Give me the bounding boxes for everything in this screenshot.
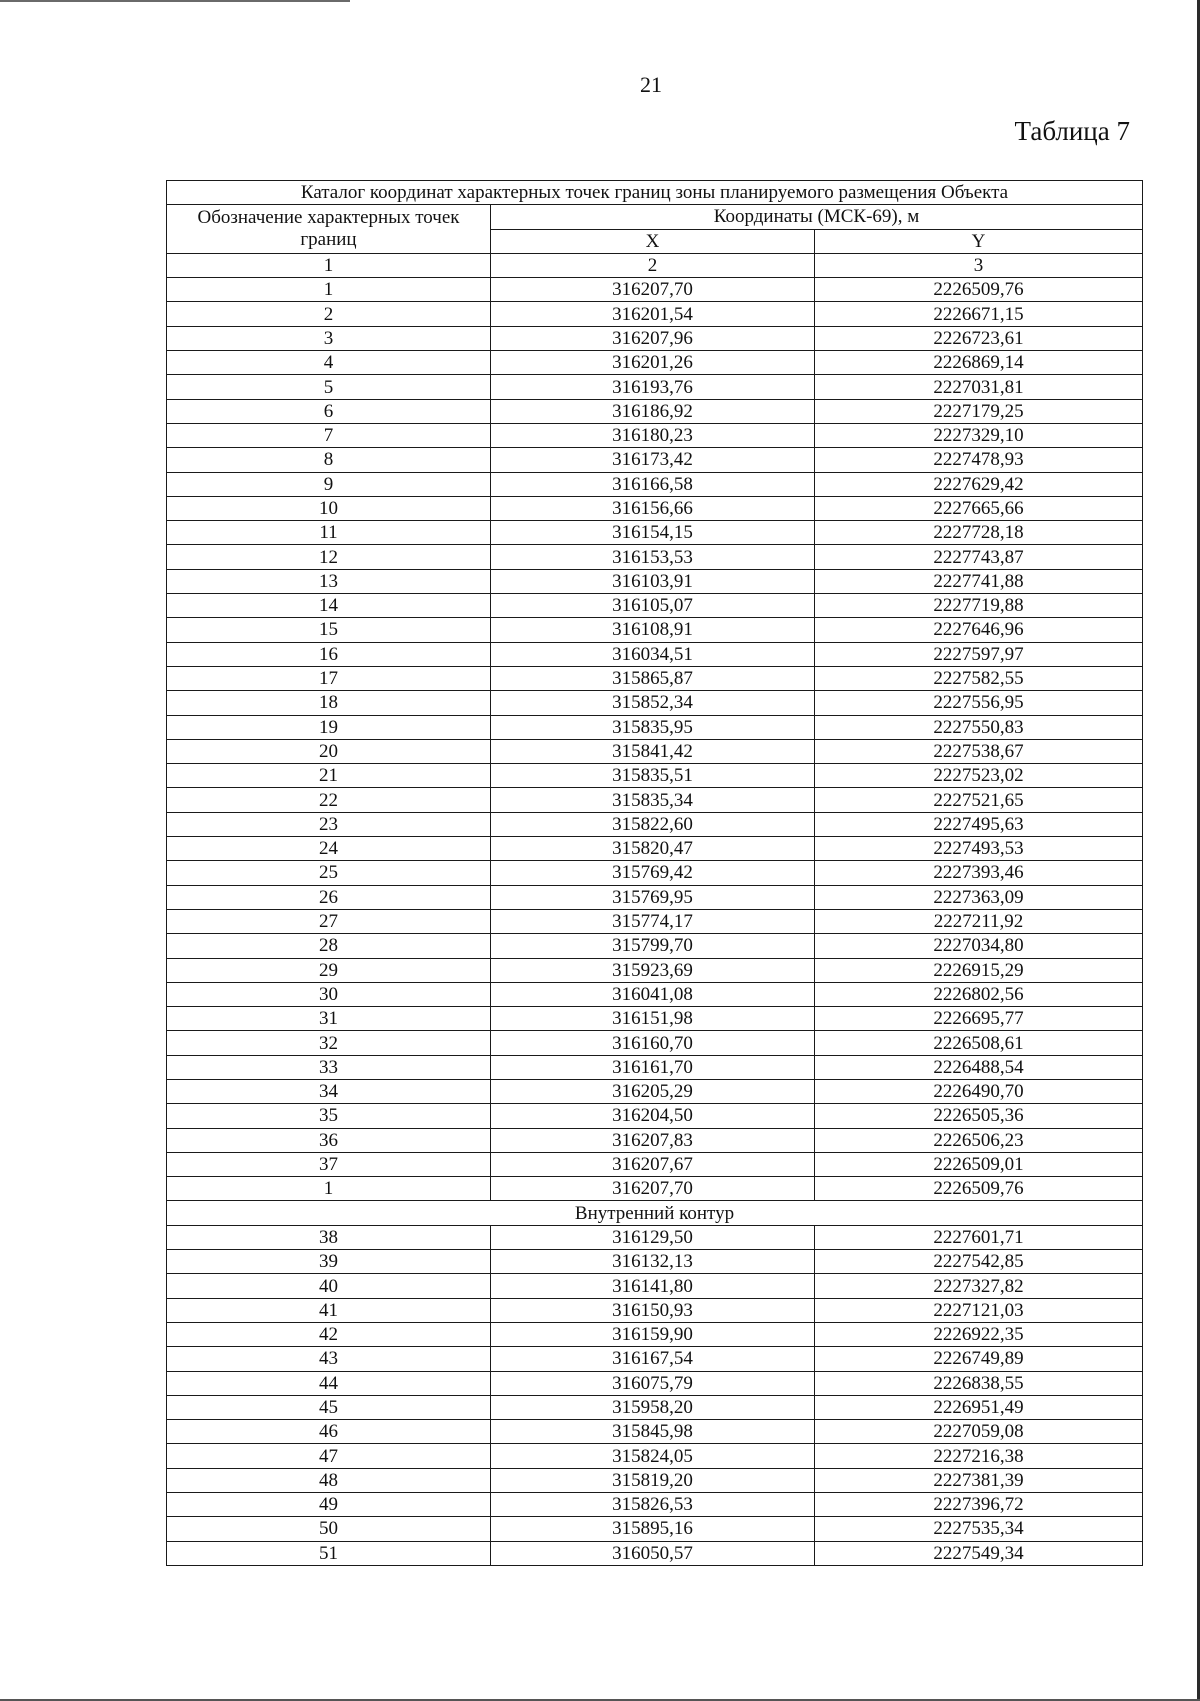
x-coordinate-cell: 315774,17 <box>491 909 815 933</box>
point-number-cell: 17 <box>167 666 491 690</box>
table-row <box>167 545 1143 569</box>
point-number-cell: 13 <box>167 569 491 593</box>
table-row <box>167 1493 1143 1517</box>
x-coordinate-cell: 316201,54 <box>491 302 815 326</box>
y-coordinate-cell: 2226802,56 <box>815 982 1143 1006</box>
x-coordinate-cell: 316141,80 <box>491 1274 815 1298</box>
y-coordinate-cell: 2226509,76 <box>815 1177 1143 1201</box>
point-number-cell: 43 <box>167 1347 491 1371</box>
x-coordinate-cell: 316205,29 <box>491 1079 815 1103</box>
x-coordinate-cell: 315820,47 <box>491 837 815 861</box>
table-row <box>167 1517 1143 1541</box>
y-header: Y <box>815 229 1143 253</box>
table-row <box>167 1031 1143 1055</box>
table-row <box>167 1541 1143 1565</box>
x-coordinate-cell: 316180,23 <box>491 423 815 447</box>
table-row <box>167 691 1143 715</box>
point-number-cell: 29 <box>167 958 491 982</box>
table-row <box>167 594 1143 618</box>
table-row <box>167 326 1143 350</box>
point-number-cell: 50 <box>167 1517 491 1541</box>
point-number-cell: 1 <box>167 278 491 302</box>
x-header: X <box>491 229 815 253</box>
y-coordinate-cell: 2226838,55 <box>815 1371 1143 1395</box>
table-row <box>167 302 1143 326</box>
table-row <box>167 1468 1143 1492</box>
table-row <box>167 885 1143 909</box>
table-row <box>167 618 1143 642</box>
point-number-cell: 45 <box>167 1395 491 1419</box>
x-coordinate-cell: 316156,66 <box>491 496 815 520</box>
point-number-cell: 22 <box>167 788 491 812</box>
x-coordinate-cell: 315835,34 <box>491 788 815 812</box>
table-row <box>167 1152 1143 1176</box>
table-row <box>167 496 1143 520</box>
x-coordinate-cell: 316161,70 <box>491 1055 815 1079</box>
x-coordinate-cell: 316075,79 <box>491 1371 815 1395</box>
table-row <box>167 472 1143 496</box>
point-number-cell: 34 <box>167 1079 491 1103</box>
x-coordinate-cell: 315824,05 <box>491 1444 815 1468</box>
y-coordinate-cell: 2227211,92 <box>815 909 1143 933</box>
y-coordinate-cell: 2227493,53 <box>815 837 1143 861</box>
y-coordinate-cell: 2227179,25 <box>815 399 1143 423</box>
x-coordinate-cell: 316150,93 <box>491 1298 815 1322</box>
x-coordinate-cell: 316153,53 <box>491 545 815 569</box>
x-coordinate-cell: 315852,34 <box>491 691 815 715</box>
point-number-cell: 33 <box>167 1055 491 1079</box>
y-coordinate-cell: 2226922,35 <box>815 1322 1143 1346</box>
x-coordinate-cell: 316207,70 <box>491 278 815 302</box>
table-row <box>167 666 1143 690</box>
table-row <box>167 1347 1143 1371</box>
table-row <box>167 909 1143 933</box>
y-coordinate-cell: 2227743,87 <box>815 545 1143 569</box>
x-coordinate-cell: 316207,70 <box>491 1177 815 1201</box>
point-number-cell: 23 <box>167 812 491 836</box>
table-row <box>167 399 1143 423</box>
y-coordinate-cell: 2226671,15 <box>815 302 1143 326</box>
y-coordinate-cell: 2226509,76 <box>815 278 1143 302</box>
table-row <box>167 642 1143 666</box>
table-row <box>167 861 1143 885</box>
y-coordinate-cell: 2226749,89 <box>815 1347 1143 1371</box>
y-coordinate-cell: 2227556,95 <box>815 691 1143 715</box>
y-coordinate-cell: 2227393,46 <box>815 861 1143 885</box>
point-number-cell: 40 <box>167 1274 491 1298</box>
x-coordinate-cell: 316159,90 <box>491 1322 815 1346</box>
y-coordinate-cell: 2227646,96 <box>815 618 1143 642</box>
point-number-cell: 30 <box>167 982 491 1006</box>
point-number-cell: 25 <box>167 861 491 885</box>
x-coordinate-cell: 316132,13 <box>491 1250 815 1274</box>
y-coordinate-cell: 2227601,71 <box>815 1225 1143 1249</box>
point-number-cell: 20 <box>167 739 491 763</box>
y-coordinate-cell: 2227495,63 <box>815 812 1143 836</box>
x-coordinate-cell: 316154,15 <box>491 521 815 545</box>
point-number-cell: 44 <box>167 1371 491 1395</box>
x-coordinate-cell: 315865,87 <box>491 666 815 690</box>
y-coordinate-cell: 2227034,80 <box>815 934 1143 958</box>
y-coordinate-cell: 2226915,29 <box>815 958 1143 982</box>
x-coordinate-cell: 315923,69 <box>491 958 815 982</box>
table-row <box>167 1444 1143 1468</box>
x-coordinate-cell: 315958,20 <box>491 1395 815 1419</box>
y-coordinate-cell: 2227629,42 <box>815 472 1143 496</box>
x-coordinate-cell: 316151,98 <box>491 1007 815 1031</box>
x-coordinate-cell: 316204,50 <box>491 1104 815 1128</box>
table-row <box>167 1079 1143 1103</box>
table-row <box>167 1274 1143 1298</box>
y-coordinate-cell: 2227728,18 <box>815 521 1143 545</box>
table-row <box>167 1395 1143 1419</box>
point-number-cell: 4 <box>167 351 491 375</box>
point-designation-header: Обозначение характерных точек границ <box>167 205 491 254</box>
table-caption: Таблица 7 <box>1014 116 1130 146</box>
point-number-cell: 28 <box>167 934 491 958</box>
x-coordinate-cell: 316034,51 <box>491 642 815 666</box>
point-number-cell: 42 <box>167 1322 491 1346</box>
coordinates-table <box>166 180 1143 1566</box>
point-number-cell: 35 <box>167 1104 491 1128</box>
table-row <box>167 375 1143 399</box>
x-coordinate-cell: 315841,42 <box>491 739 815 763</box>
y-coordinate-cell: 2227363,09 <box>815 885 1143 909</box>
point-number-cell: 18 <box>167 691 491 715</box>
table-row <box>167 1225 1143 1249</box>
y-coordinate-cell: 2226490,70 <box>815 1079 1143 1103</box>
y-coordinate-cell: 2226695,77 <box>815 1007 1143 1031</box>
table-row <box>167 739 1143 763</box>
point-number-cell: 46 <box>167 1420 491 1444</box>
y-coordinate-cell: 2227719,88 <box>815 594 1143 618</box>
x-coordinate-cell: 316129,50 <box>491 1225 815 1249</box>
table-row <box>167 1371 1143 1395</box>
table-row <box>167 1420 1143 1444</box>
point-number-cell: 8 <box>167 448 491 472</box>
x-coordinate-cell: 315819,20 <box>491 1468 815 1492</box>
y-coordinate-cell: 2226951,49 <box>815 1395 1143 1419</box>
x-coordinate-cell: 315835,95 <box>491 715 815 739</box>
x-coordinate-cell: 315895,16 <box>491 1517 815 1541</box>
y-coordinate-cell: 2227327,82 <box>815 1274 1143 1298</box>
y-coordinate-cell: 2227542,85 <box>815 1250 1143 1274</box>
page-number: 21 <box>640 72 662 97</box>
section-row <box>167 1201 1143 1225</box>
y-coordinate-cell: 2227741,88 <box>815 569 1143 593</box>
table-row <box>167 1104 1143 1128</box>
x-coordinate-cell: 315769,42 <box>491 861 815 885</box>
point-number-cell: 3 <box>167 326 491 350</box>
table-row <box>167 351 1143 375</box>
table-row <box>167 1007 1143 1031</box>
x-coordinate-cell: 316207,67 <box>491 1152 815 1176</box>
x-coordinate-cell: 315835,51 <box>491 764 815 788</box>
point-number-cell: 14 <box>167 594 491 618</box>
point-number-cell: 15 <box>167 618 491 642</box>
y-coordinate-cell: 2227582,55 <box>815 666 1143 690</box>
x-coordinate-cell: 316108,91 <box>491 618 815 642</box>
x-coordinate-cell: 316050,57 <box>491 1541 815 1565</box>
table-row <box>167 958 1143 982</box>
point-number-cell: 47 <box>167 1444 491 1468</box>
point-number-cell: 36 <box>167 1128 491 1152</box>
y-coordinate-cell: 2226869,14 <box>815 351 1143 375</box>
point-number-cell: 37 <box>167 1152 491 1176</box>
coordinates-table-body <box>167 181 1143 1566</box>
point-number-cell: 12 <box>167 545 491 569</box>
table-row <box>167 1055 1143 1079</box>
point-number-cell: 2 <box>167 302 491 326</box>
table-row <box>167 448 1143 472</box>
point-number-cell: 39 <box>167 1250 491 1274</box>
x-coordinate-cell: 315799,70 <box>491 934 815 958</box>
x-coordinate-cell: 315845,98 <box>491 1420 815 1444</box>
column-number: 3 <box>815 253 1143 277</box>
x-coordinate-cell: 316207,96 <box>491 326 815 350</box>
y-coordinate-cell: 2227059,08 <box>815 1420 1143 1444</box>
x-coordinate-cell: 316167,54 <box>491 1347 815 1371</box>
column-number: 2 <box>491 253 815 277</box>
x-coordinate-cell: 316160,70 <box>491 1031 815 1055</box>
table-row <box>167 788 1143 812</box>
y-coordinate-cell: 2226723,61 <box>815 326 1143 350</box>
point-number-cell: 6 <box>167 399 491 423</box>
table-row <box>167 982 1143 1006</box>
table-row <box>167 837 1143 861</box>
table-title-row <box>167 181 1143 205</box>
x-coordinate-cell: 316166,58 <box>491 472 815 496</box>
y-coordinate-cell: 2227523,02 <box>815 764 1143 788</box>
y-coordinate-cell: 2226508,61 <box>815 1031 1143 1055</box>
x-coordinate-cell: 316105,07 <box>491 594 815 618</box>
point-number-cell: 26 <box>167 885 491 909</box>
table-row <box>167 423 1143 447</box>
table-row <box>167 278 1143 302</box>
table-header-row <box>167 205 1143 229</box>
coordinates-header: Координаты (МСК-69), м <box>491 205 1143 229</box>
x-coordinate-cell: 316186,92 <box>491 399 815 423</box>
y-coordinate-cell: 2227121,03 <box>815 1298 1143 1322</box>
point-number-cell: 49 <box>167 1493 491 1517</box>
y-coordinate-cell: 2227396,72 <box>815 1493 1143 1517</box>
table-row <box>167 715 1143 739</box>
point-number-cell: 48 <box>167 1468 491 1492</box>
point-number-cell: 41 <box>167 1298 491 1322</box>
point-number-cell: 31 <box>167 1007 491 1031</box>
column-number: 1 <box>167 253 491 277</box>
y-coordinate-cell: 2227521,65 <box>815 788 1143 812</box>
y-coordinate-cell: 2227665,66 <box>815 496 1143 520</box>
x-coordinate-cell: 316041,08 <box>491 982 815 1006</box>
y-coordinate-cell: 2227329,10 <box>815 423 1143 447</box>
table-row <box>167 1250 1143 1274</box>
table-row <box>167 764 1143 788</box>
table-title: Каталог координат характерных точек границ зоны планируемого размещения Объекта <box>167 181 1143 205</box>
x-coordinate-cell: 316201,26 <box>491 351 815 375</box>
y-coordinate-cell: 2226488,54 <box>815 1055 1143 1079</box>
y-coordinate-cell: 2227597,97 <box>815 642 1143 666</box>
x-coordinate-cell: 315826,53 <box>491 1493 815 1517</box>
x-coordinate-cell: 316173,42 <box>491 448 815 472</box>
point-number-cell: 38 <box>167 1225 491 1249</box>
x-coordinate-cell: 316207,83 <box>491 1128 815 1152</box>
point-number-cell: 9 <box>167 472 491 496</box>
table-row <box>167 521 1143 545</box>
point-number-cell: 11 <box>167 521 491 545</box>
y-coordinate-cell: 2227381,39 <box>815 1468 1143 1492</box>
y-coordinate-cell: 2227549,34 <box>815 1541 1143 1565</box>
table-row <box>167 1298 1143 1322</box>
point-number-cell: 51 <box>167 1541 491 1565</box>
point-number-cell: 24 <box>167 837 491 861</box>
y-coordinate-cell: 2227216,38 <box>815 1444 1143 1468</box>
inner-contour-label: Внутренний контур <box>167 1201 1143 1225</box>
point-number-cell: 10 <box>167 496 491 520</box>
y-coordinate-cell: 2226505,36 <box>815 1104 1143 1128</box>
y-coordinate-cell: 2226509,01 <box>815 1152 1143 1176</box>
x-coordinate-cell: 316103,91 <box>491 569 815 593</box>
table-row <box>167 812 1143 836</box>
point-number-cell: 7 <box>167 423 491 447</box>
y-coordinate-cell: 2227031,81 <box>815 375 1143 399</box>
y-coordinate-cell: 2227550,83 <box>815 715 1143 739</box>
x-coordinate-cell: 315822,60 <box>491 812 815 836</box>
y-coordinate-cell: 2227478,93 <box>815 448 1143 472</box>
x-coordinate-cell: 315769,95 <box>491 885 815 909</box>
table-row <box>167 1177 1143 1201</box>
table-row <box>167 934 1143 958</box>
scan-edge-top <box>0 0 350 2</box>
column-number-row <box>167 253 1143 277</box>
point-number-cell: 21 <box>167 764 491 788</box>
table-row <box>167 1322 1143 1346</box>
y-coordinate-cell: 2227538,67 <box>815 739 1143 763</box>
point-number-cell: 19 <box>167 715 491 739</box>
point-number-cell: 5 <box>167 375 491 399</box>
table-row <box>167 1128 1143 1152</box>
point-number-cell: 1 <box>167 1177 491 1201</box>
point-number-cell: 27 <box>167 909 491 933</box>
x-coordinate-cell: 316193,76 <box>491 375 815 399</box>
y-coordinate-cell: 2227535,34 <box>815 1517 1143 1541</box>
point-number-cell: 16 <box>167 642 491 666</box>
y-coordinate-cell: 2226506,23 <box>815 1128 1143 1152</box>
table-row <box>167 569 1143 593</box>
point-number-cell: 32 <box>167 1031 491 1055</box>
